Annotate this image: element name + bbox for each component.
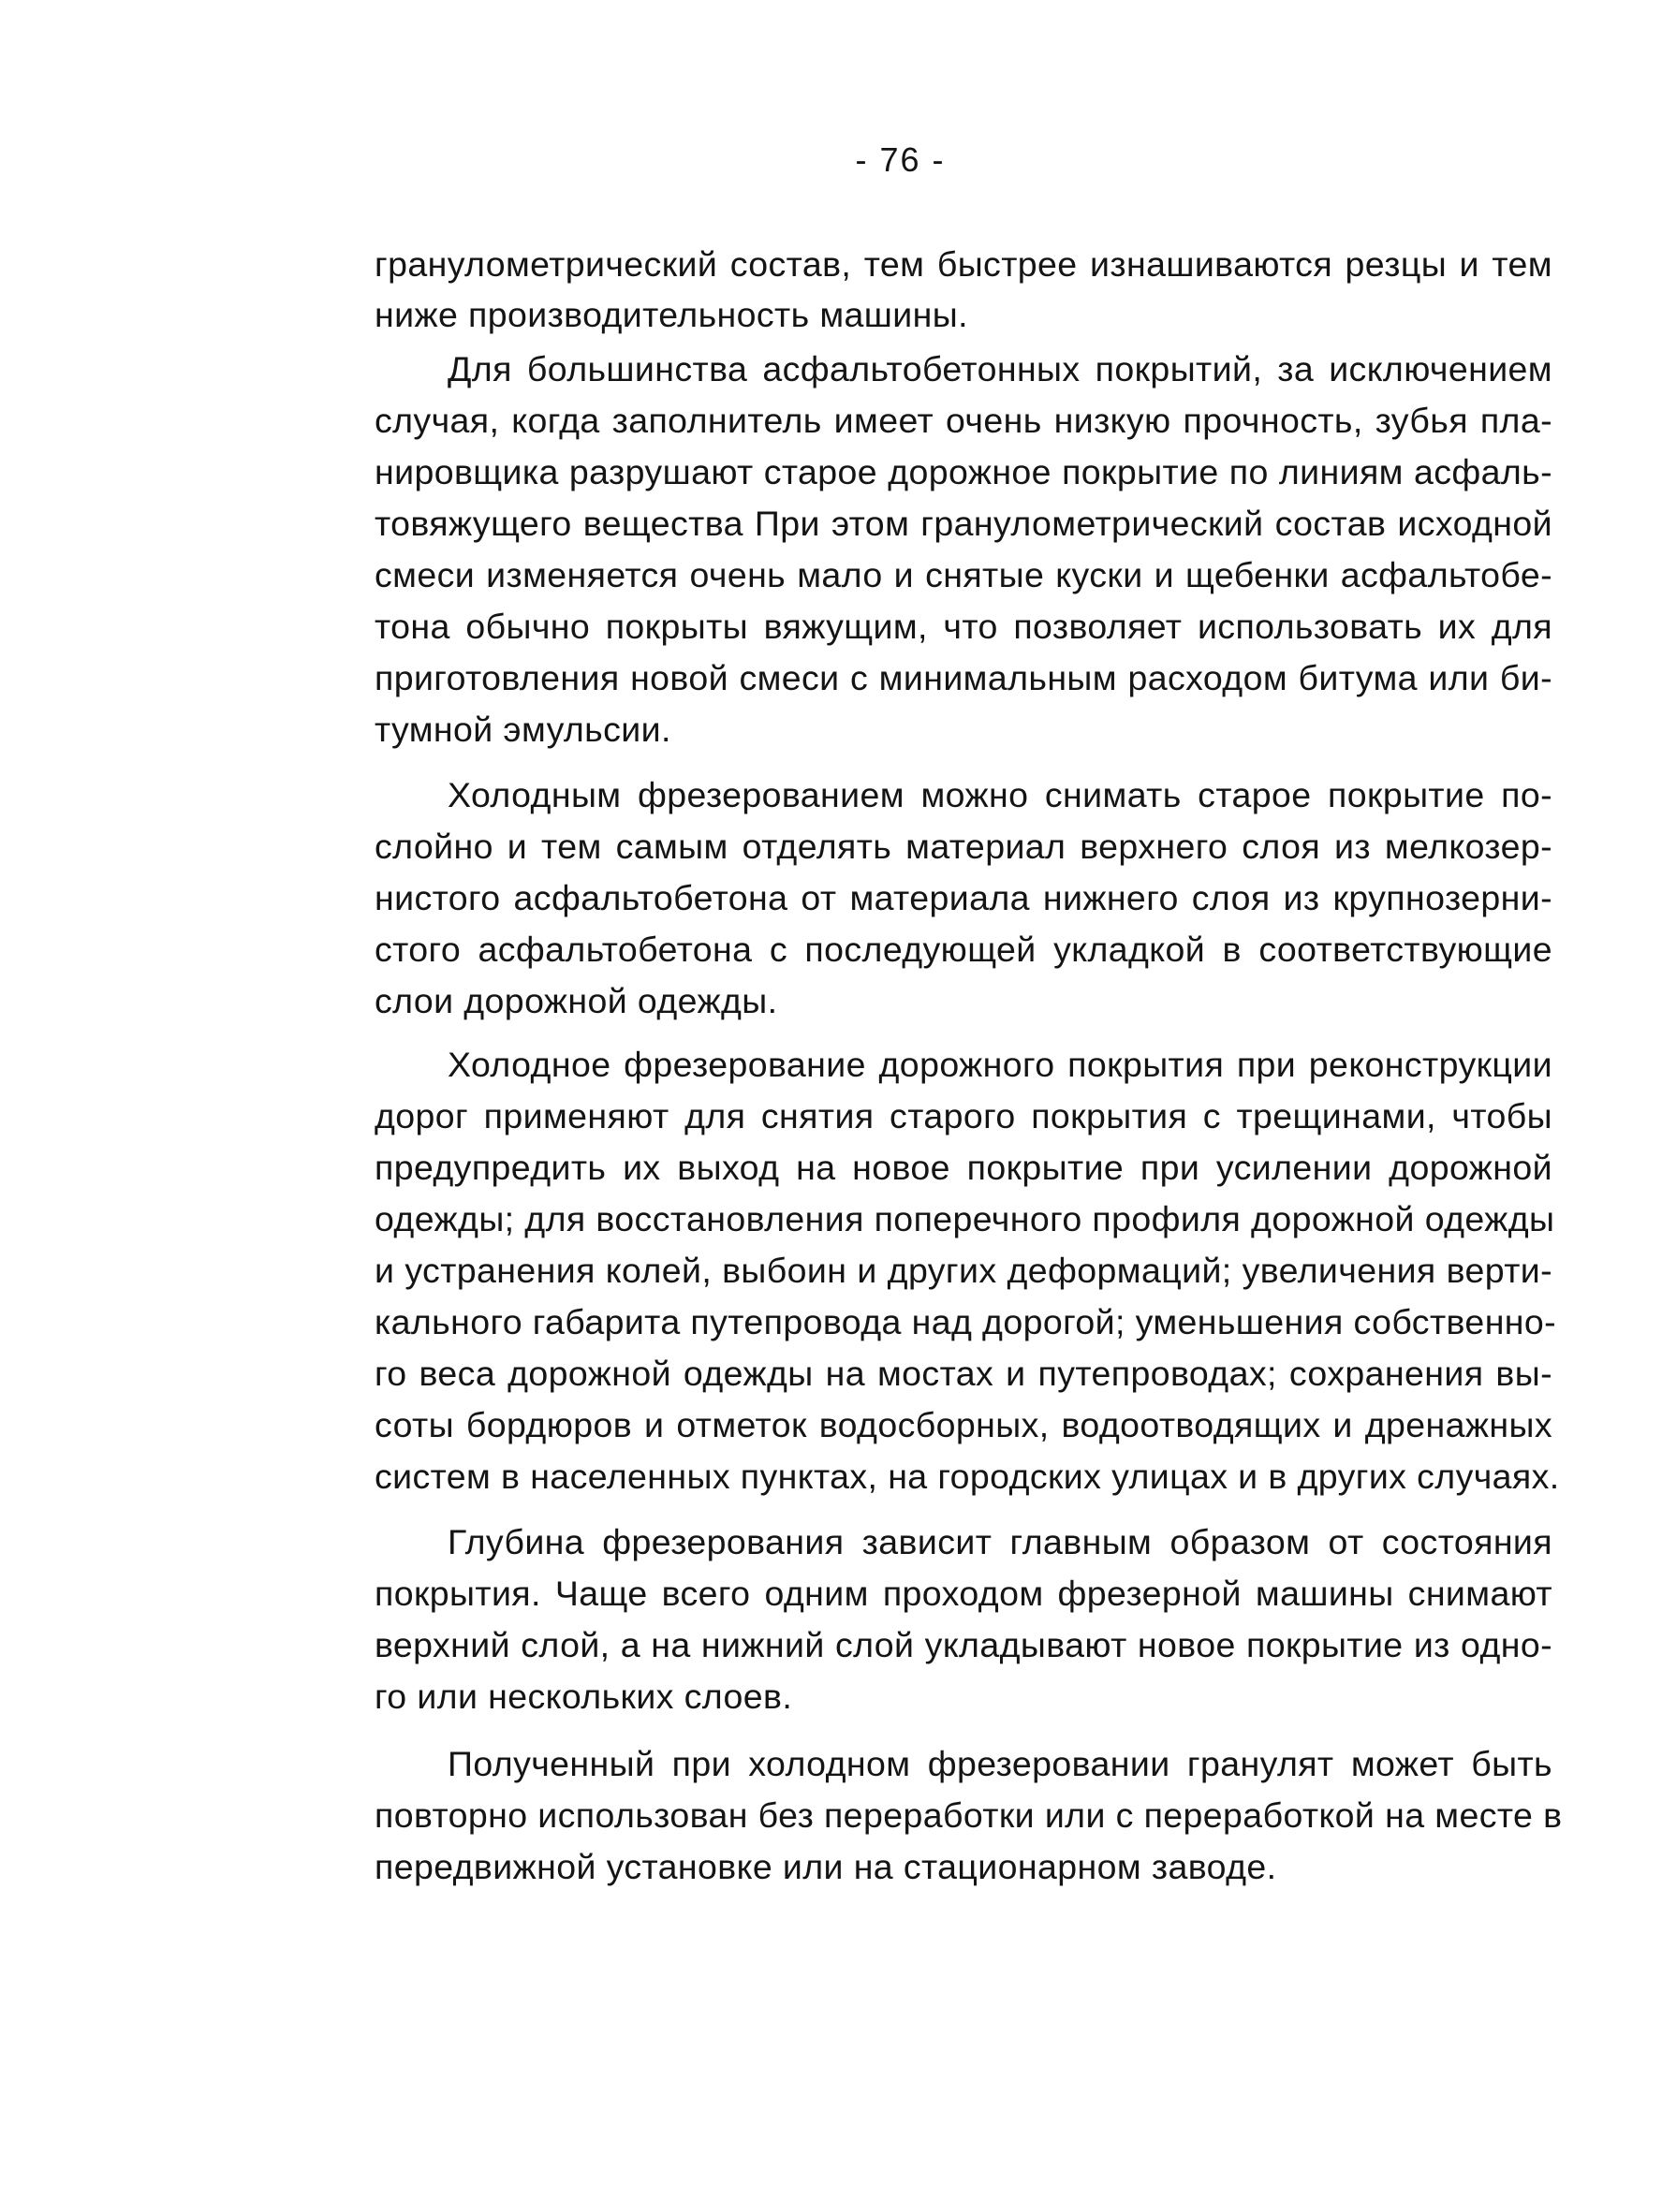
text-line: стого асфальтобетона с последующей укладкой в соответствующие [375,930,1552,969]
text-line: кального габарита путепровода над дорогой; уменьшения собственно- [375,1302,1557,1341]
text-line: тумной эмульсии. [375,710,671,749]
text-line: верхний слой, а на нижний слой укладывают новое покрытие из одно- [375,1625,1552,1664]
text-line: приготовления новой смеси с минимальным расходом битума или би- [375,658,1552,697]
text-line: соты бордюров и отметок водосборных, водоотводящих и дренажных [375,1405,1552,1444]
text-line: Холодным фрезерованием можно снимать старое покрытие по- [448,775,1552,814]
page-number: - 76 - [855,140,946,179]
text-line: покрытия. Чаще всего одним проходом фрезерной машины снимают [375,1574,1552,1613]
text-line: и устранения колей, выбоин и других деформаций; увеличения верти- [375,1251,1552,1290]
text-line: предупредить их выход на новое покрытие при усилении дорожной [375,1148,1552,1187]
text-line: товяжущего вещества При этом гранулометрический состав исходной [375,504,1552,543]
text-line: систем в населенных пунктах, на городских улицах и в других случаях. [375,1457,1560,1496]
text-line: ниже производительность машины. [375,295,968,334]
text-line: гранулометрический состав, тем быстрее изнашиваются резцы и тем [375,244,1552,284]
text-line: дорог применяют для снятия старого покрытия с трещинами, чтобы [375,1096,1552,1135]
text-line: нировщика разрушают старое дорожное покрытие по линиям асфаль- [375,452,1552,491]
text-line: Для большинства асфальтобетонных покрытий, за исключением [448,349,1552,388]
text-line: го веса дорожной одежды на мостах и путепроводах; сохранения вы- [375,1354,1552,1393]
text-line: повторно использован без переработки или с переработкой на месте в [375,1795,1563,1835]
text-line: Холодное фрезерование дорожного покрытия при реконструкции [448,1045,1552,1084]
text-line: нистого асфальтобетона от материала нижнего слоя из крупнозерни- [375,878,1552,917]
text-line: смеси изменяется очень мало и снятые куски и щебенки асфальтобе- [375,555,1552,594]
text-line: Глубина фрезерования зависит главным образом от состояния [448,1522,1552,1561]
text-line: го или нескольких слоев. [375,1677,793,1716]
text-line: одежды; для восстановления поперечного профиля дорожной одежды [375,1199,1555,1238]
text-line: тона обычно покрыты вяжущим, что позволяет использовать их для [375,607,1552,646]
text-line: слои дорожной одежды. [375,981,778,1020]
text-line: Полученный при холодном фрезеровании гранулят может быть [448,1744,1552,1783]
text-line: передвижной установке или на стационарном заводе. [375,1847,1277,1886]
text-line: случая, когда заполнитель имеет очень низкую прочность, зубья пла- [375,401,1552,440]
text-line: слойно и тем самым отделять материал верхнего слоя из мелкозер- [375,827,1552,866]
